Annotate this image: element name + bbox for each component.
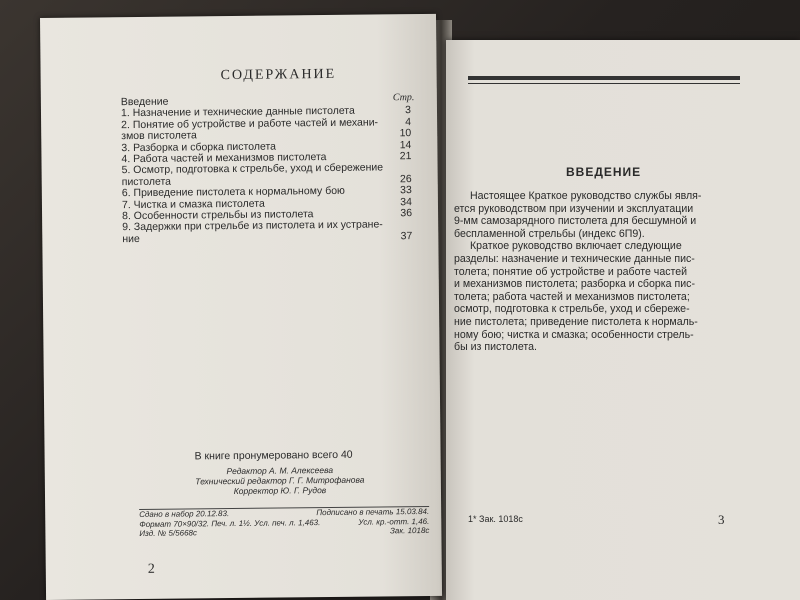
- text-line: разделы: назначение и технические данные пис-: [454, 252, 695, 265]
- editors-block: [165, 464, 395, 496]
- page-count-line: В книге пронумеровано всего 40: [194, 448, 353, 463]
- editor-line: Редактор А. М. Алексеева: [226, 464, 334, 477]
- toc-entry-text: 3. Разборка и сборка пистолета: [121, 140, 276, 154]
- editor-line: Технический редактор Г. Г. Митрофанова: [195, 474, 365, 487]
- imprint-right: Усл. кр.-отт. 1,46.: [358, 516, 430, 527]
- text-line: ние пистолета; приведение пистолета к нормаль-: [454, 315, 698, 328]
- text-line: толета; понятие об устройстве и работе частей: [454, 265, 688, 278]
- toc-entry-text: 5. Осмотр, подготовка к стрельбе, уход и сбережение: [121, 161, 384, 177]
- right-page-number: 3: [718, 512, 725, 527]
- toc-entry-text: пистолета: [121, 175, 172, 188]
- toc-entry: [122, 231, 412, 245]
- imprint-block: [139, 506, 429, 539]
- toc-entry-page: 34: [400, 195, 413, 208]
- header-rule-thick: [468, 76, 740, 80]
- text-line: ному бою; чистка и смазка; особенности стрель-: [454, 328, 694, 341]
- text-line: Настоящее Краткое руководство службы явля-: [470, 190, 702, 202]
- toc-page-column-header: Стр.: [392, 92, 415, 104]
- imprint-left: Формат 70×90/32. Печ. л. 1½. Усл. печ. л. 1,463.: [139, 517, 321, 529]
- toc-entry-text: ние: [122, 232, 140, 246]
- toc-entry-page: 21: [399, 150, 412, 163]
- toc-entry-page: 10: [399, 127, 412, 140]
- toc-title: СОДЕРЖАНИЕ: [220, 66, 337, 84]
- toc-entry-page: 37: [400, 229, 413, 243]
- text-line: бы из пистолета.: [454, 341, 537, 354]
- toc-entry-text: 6. Приведение пистолета к нормальному бою: [121, 185, 345, 200]
- toc-entry-text: змов пистолета: [121, 129, 197, 143]
- imprint-right: Подписано в печать 15.03.84.: [316, 506, 430, 518]
- text-line: толета; работа частей и механизмов пистолета;: [454, 290, 690, 303]
- text-line: ется руководством при изучении и эксплуатации: [454, 202, 694, 215]
- toc-entry-text: 7. Чистка и смазка пистолета: [121, 197, 265, 211]
- text-line: Краткое руководство включает следующие: [470, 240, 682, 253]
- toc-entry-text: 9. Задержки при стрельбе из пистолета и их устране-: [122, 218, 383, 234]
- toc-entry-page: 3: [405, 104, 412, 117]
- editor-line: Корректор Ю. Г. Рудов: [233, 485, 327, 496]
- imprint-row: [139, 526, 429, 539]
- introduction-heading: ВВЕДЕНИЕ: [566, 165, 642, 179]
- imprint-right: Зак. 1018с: [389, 525, 430, 536]
- text-line: осмотр, подготовка к стрельбе, уход и сбереже-: [454, 303, 690, 316]
- toc-entry-page: 36: [400, 207, 413, 220]
- header-rule-thin: [468, 83, 740, 84]
- text-line: 9-мм самозарядного пистолета для бесшумной и: [454, 215, 697, 228]
- toc-entry-page: 26: [399, 172, 412, 186]
- toc-entry-page: 14: [399, 138, 412, 151]
- left-page-number: 2: [147, 561, 155, 577]
- paragraph-1: [454, 190, 738, 240]
- toc-entry-text: 1. Назначение и технические данные пистолета: [120, 105, 355, 120]
- toc-entry-page: 4: [405, 115, 412, 128]
- imprint-left: Сдано в набор 20.12.83.: [139, 509, 230, 519]
- toc-entry-page: 33: [400, 184, 412, 197]
- toc-entry-text: 2. Понятие об устройстве и работе частей и механи-: [121, 116, 379, 131]
- paragraph-2: [454, 240, 738, 353]
- introduction-body: [454, 190, 738, 354]
- table-of-contents: [121, 94, 413, 245]
- toc-entry-text: 4. Работа частей и механизмов пистолета: [121, 151, 327, 166]
- toc-entry-text: 8. Особенности стрельбы из пистолета: [122, 208, 314, 223]
- right-page-footer: 1* Зак. 1018с: [468, 514, 523, 524]
- toc-entry-text: Введение: [120, 95, 169, 109]
- imprint-left: Изд. № 5/5668с: [139, 528, 198, 538]
- right-page: [446, 40, 800, 600]
- text-line: беспламенной стрельбы (индекс 6П9).: [454, 227, 645, 240]
- text-line: и механизмов пистолета; разборка и сборка пис-: [454, 278, 695, 291]
- left-page: [40, 14, 442, 600]
